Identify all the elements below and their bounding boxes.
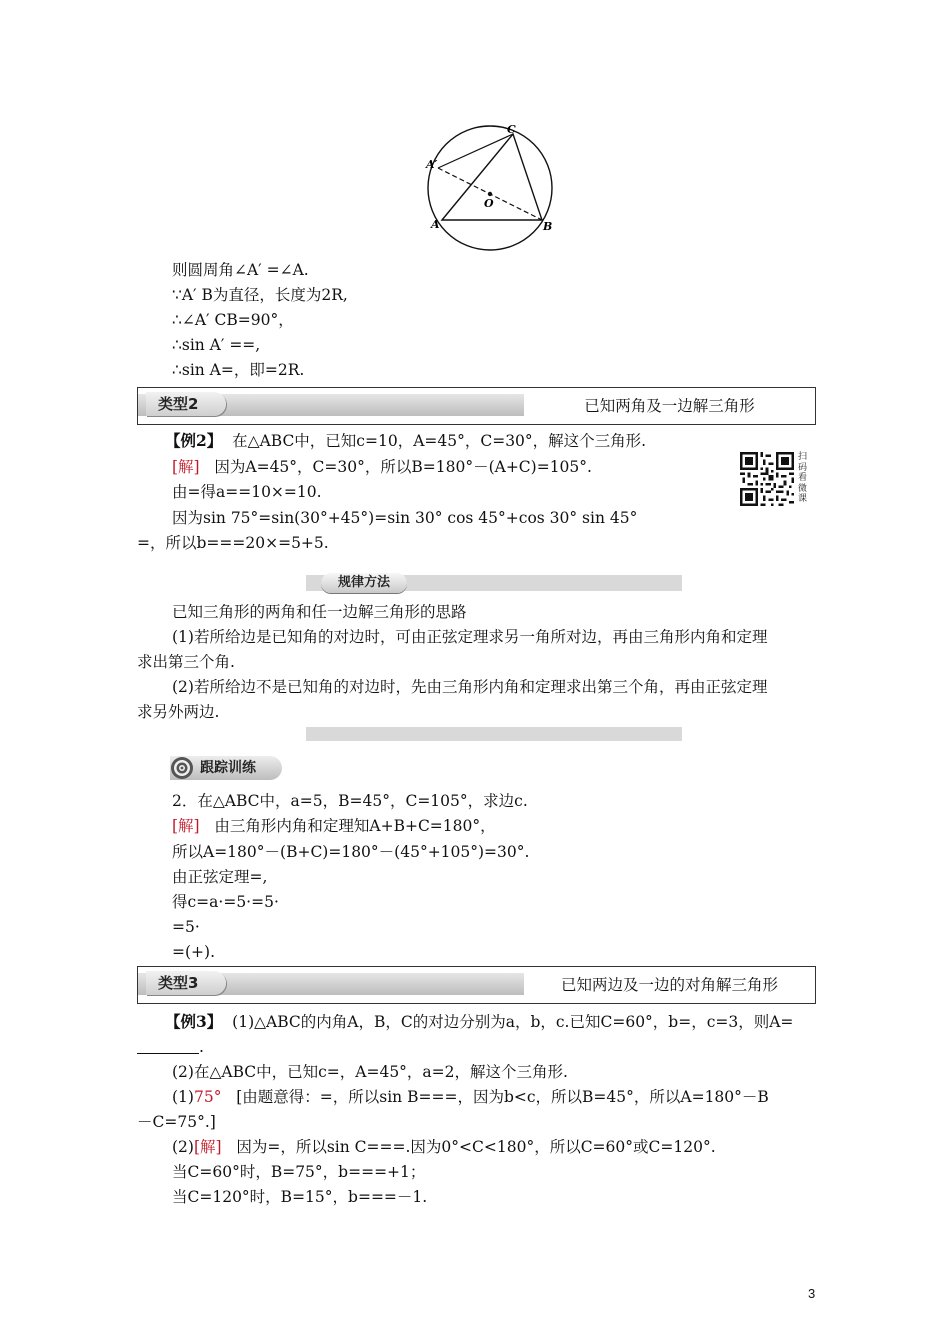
label-c: C	[507, 123, 516, 136]
example3-label: 【例3】	[165, 1012, 223, 1031]
example2-solution-3: 因为sin 75°=sin(30°+45°)=sin 30° cos 45°+cos 30° sin 45°	[172, 509, 638, 527]
method-line-1: 已知三角形的两角和任一边解三角形的思路	[172, 603, 467, 621]
method-tag: 规律方法	[321, 573, 407, 593]
proof-line-5: ∴sin A=，即=2R.	[172, 361, 305, 379]
exercise2-solution-5: =5·	[172, 918, 200, 936]
answer-blank	[137, 1039, 199, 1054]
label-a-prime: A′	[426, 158, 438, 171]
example3-answer-1: (1)75° [由题意得：=，所以sin B===，因为b<c，所以B=45°，所以A=180°－B	[172, 1088, 769, 1106]
example2-solution-4: =，所以b===20×=5+5.	[137, 534, 329, 552]
exercise2-solution-1: [解] 由三角形内角和定理知A+B+C=180°，	[172, 817, 496, 835]
exercise2-question: 2．在△ABC中，a=5，B=45°，C=105°，求边c.	[172, 792, 528, 810]
proof-line-1: 则圆周角∠A′ =∠A.	[172, 261, 309, 279]
answer-value: 75°	[193, 1088, 222, 1106]
type2-header	[137, 387, 816, 425]
proof-line-4: ∴sin A′ ==,	[172, 336, 261, 354]
exercise2-solution-3: 由正弦定理=,	[172, 868, 268, 886]
example2-sol-tag: [解]	[172, 458, 200, 476]
example2-solution-1: [解] 因为A=45°，C=30°，所以B=180°－(A+C)=105°.	[172, 458, 592, 476]
example3-sol-tag: [解]	[193, 1138, 222, 1156]
method-end-band	[306, 727, 682, 741]
proof-line-3: ∴∠A′ CB=90°，	[172, 311, 294, 329]
type3-title: 已知两边及一边的对角解三角形	[560, 976, 778, 994]
track-tag: 跟踪训练	[170, 756, 282, 780]
example3-answer-2: (2)[解] 因为=，所以sin C===.因为0°<C<180°，所以C=60°或C=120°.	[172, 1138, 716, 1156]
example2-text: 在△ABC中，已知c=10，A=45°，C=30°，解这个三角形.	[232, 432, 647, 450]
label-b: B	[543, 220, 553, 233]
label-o: O	[484, 197, 494, 210]
method-line-2: (1)若所给边是已知角的对边时，可由正弦定理求另一角所对边，再由三角形内角和定理	[172, 628, 768, 646]
exercise2-solution-4: 得c=a·=5·=5·	[172, 893, 279, 911]
example2-question	[165, 430, 646, 452]
example3-question-2: (2)在△ABC中，已知c=，A=45°，a=2，解这个三角形.	[172, 1063, 568, 1081]
example3-question-1: 【例3】 (1)△ABC的内角A，B，C的对边分别为a，b，c.已知C=60°，b=，c=3，则A=	[165, 1012, 794, 1031]
exercise2-solution-6: =(+).	[172, 943, 215, 961]
proof-line-2: ∵A′ B为直径，长度为2R,	[172, 286, 348, 304]
type3-tag: 类型3	[146, 971, 226, 995]
qr-label: 扫 码 看 微 课	[798, 452, 808, 504]
exercise2-sol-tag: [解]	[172, 817, 200, 835]
page-number: 3	[808, 1286, 816, 1301]
example3-answer-1-cont: －C=75°.]	[137, 1113, 216, 1131]
method-line-3: 求出第三个角.	[137, 653, 235, 671]
target-icon	[170, 756, 194, 780]
circle-figure	[420, 120, 570, 258]
example3-answer-2-line-3: 当C=120°时，B=15°，b===－1.	[172, 1188, 428, 1206]
example3-blank-line: .	[137, 1036, 204, 1058]
type3-header	[137, 966, 816, 1004]
method-line-5: 求另外两边.	[137, 703, 220, 721]
method-line-4: (2)若所给边不是已知角的对边时，先由三角形内角和定理求出第三个角，再由正弦定理	[172, 678, 768, 696]
qr-code-icon[interactable]	[740, 452, 794, 506]
type2-title: 已知两角及一边解三角形	[584, 397, 755, 415]
type2-tag: 类型2	[146, 392, 226, 416]
center-point	[488, 192, 492, 196]
exercise2-solution-2: 所以A=180°－(B+C)=180°－(45°+105°)=30°.	[172, 843, 530, 861]
example3-answer-2-line-2: 当C=60°时，B=75°，b===+1；	[172, 1163, 426, 1181]
example2-solution-2: 由=得a==10×=10.	[172, 483, 322, 501]
chord-a-prime-c	[438, 134, 513, 168]
example2-label: 【例2】	[165, 431, 223, 450]
label-a: A	[431, 218, 440, 231]
